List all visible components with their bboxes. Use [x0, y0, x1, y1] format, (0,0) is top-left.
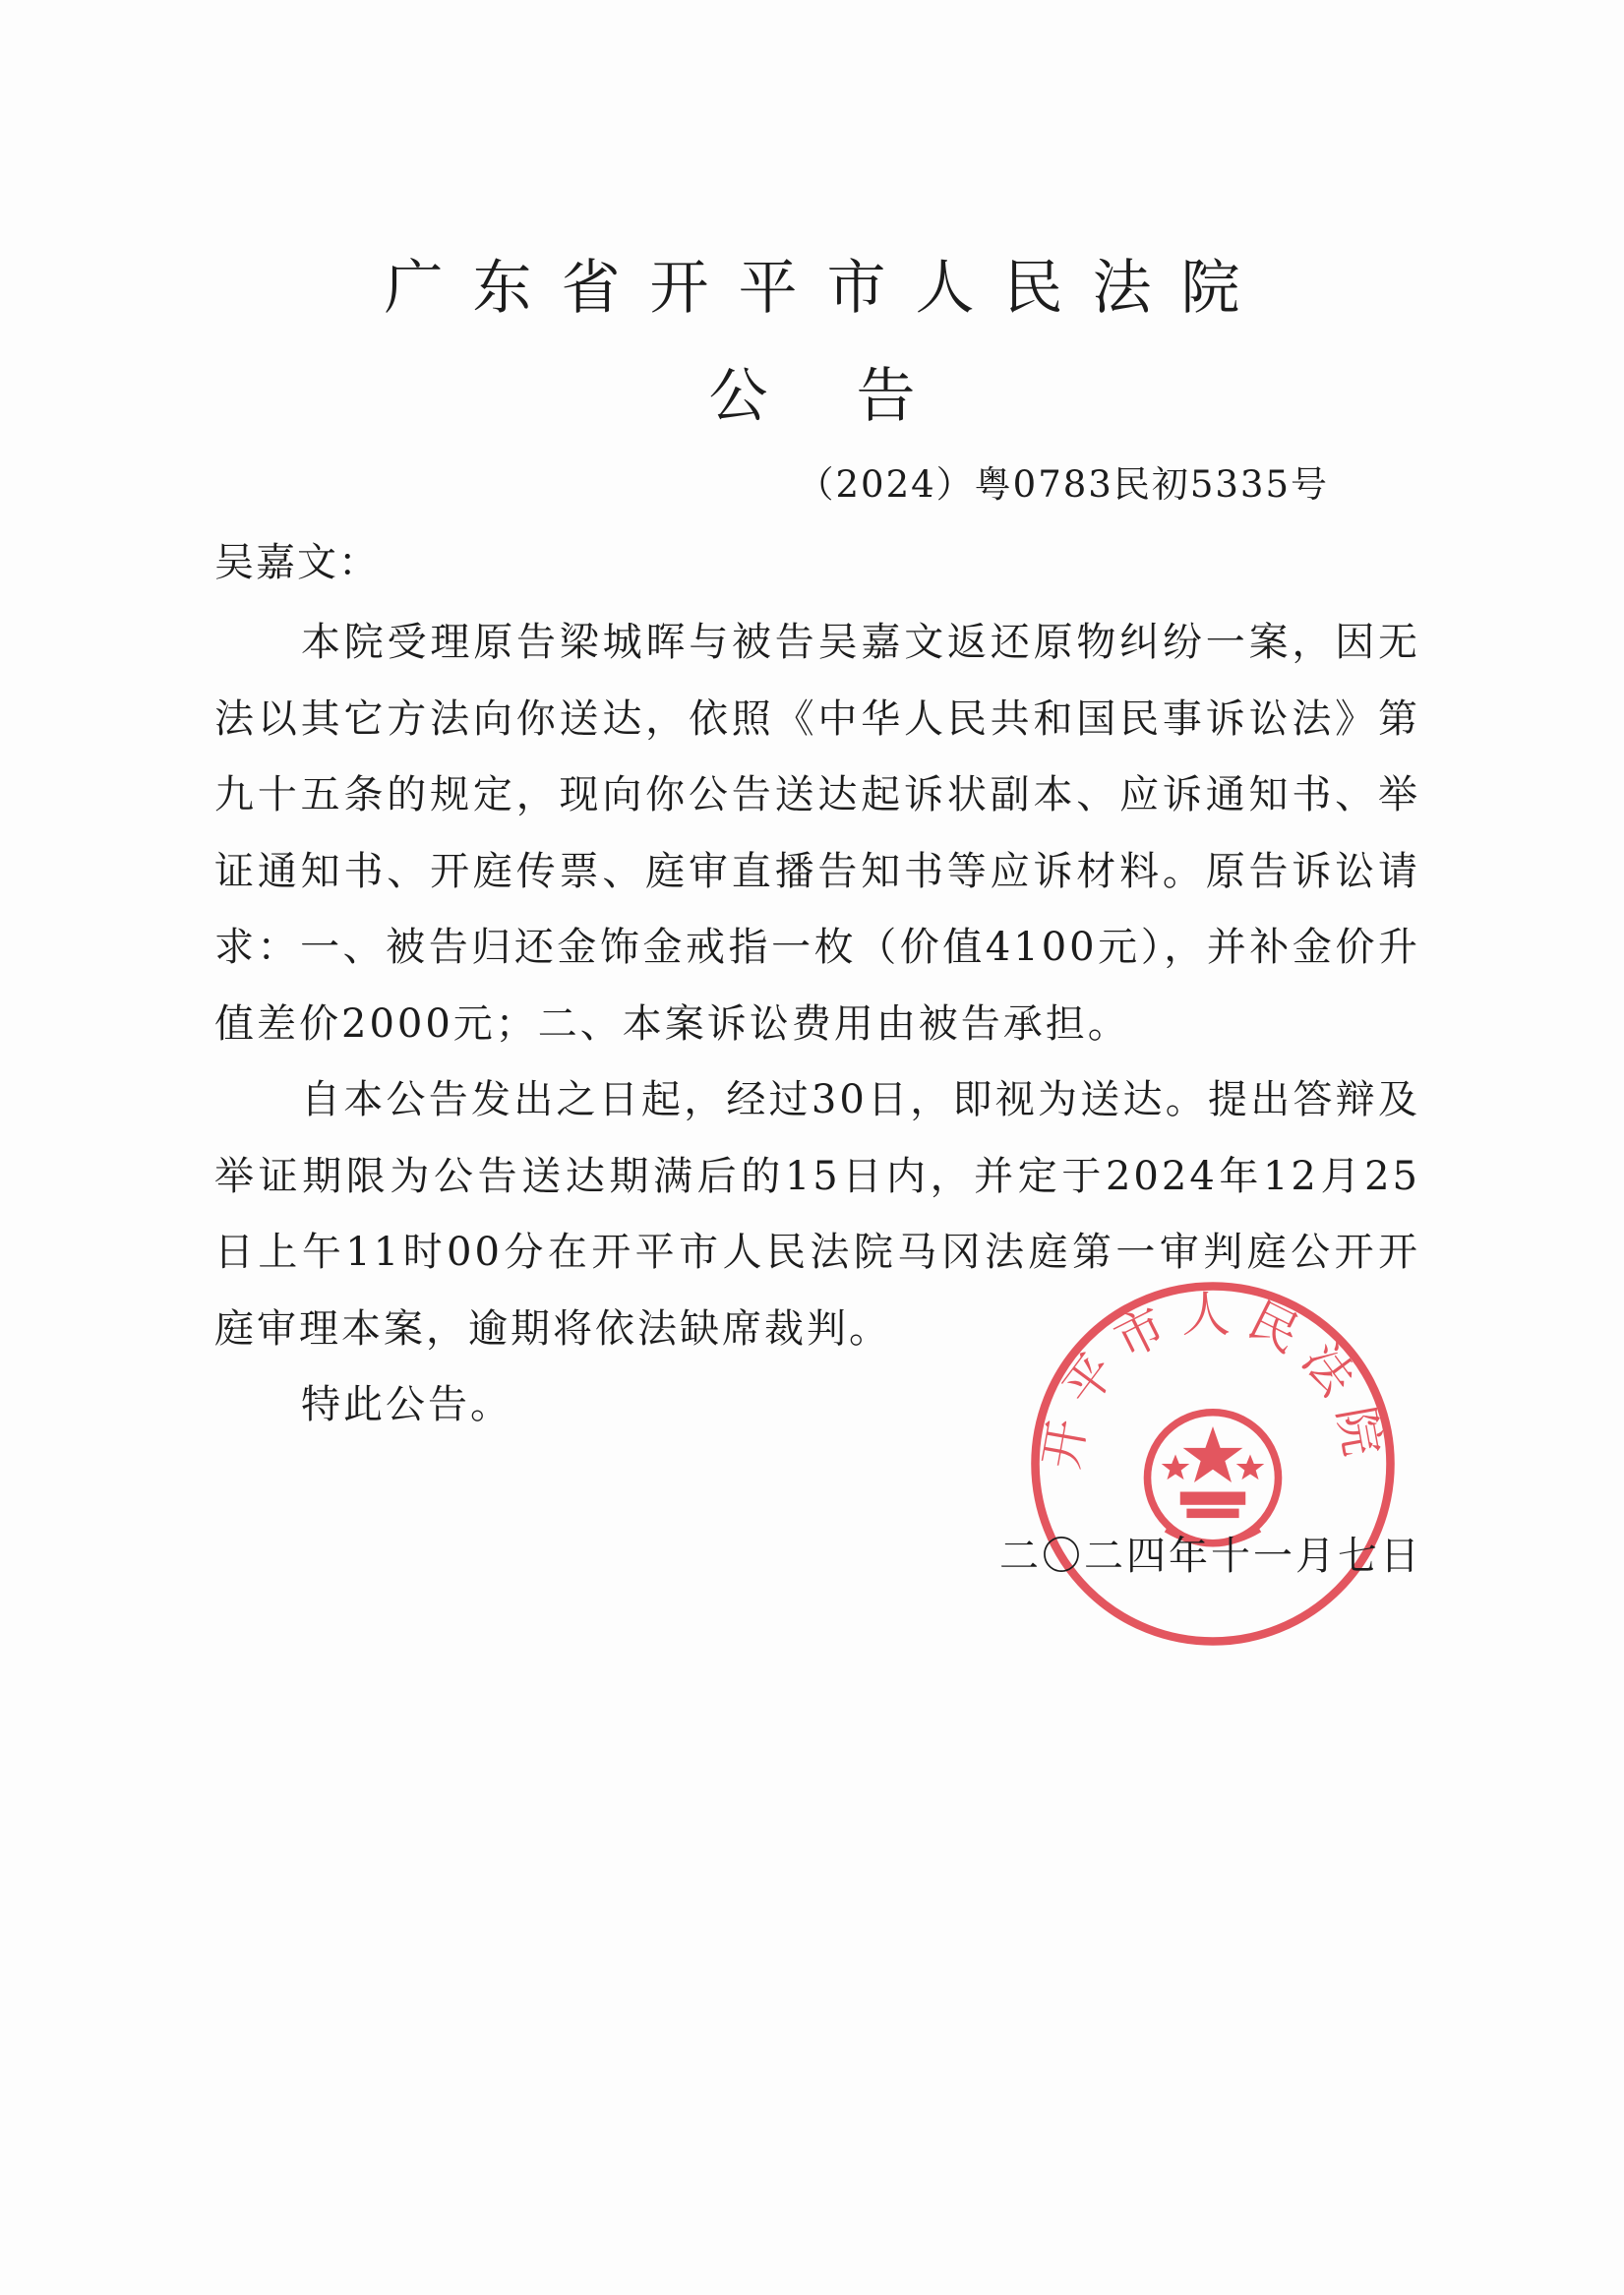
national-emblem-icon — [1148, 1413, 1279, 1543]
case-number: （2024）粤0783民初5335号 — [797, 463, 1329, 506]
court-seal-stamp — [1026, 1277, 1400, 1651]
document-title: 公告 — [708, 362, 1004, 431]
paragraph-service-and-hearing: 自本公告发出之日起，经过30日，即视为送达。提出答辩及举证期限为公告送达期满后的15日内，并定于2024年12月25日上午11时00分在开平市人民法院马冈法庭第一审判庭公开开庭审理本案，逾期将依法缺席裁判。 — [214, 1077, 1420, 1352]
issue-date: 二〇二四年十一月七日 — [999, 1534, 1422, 1579]
addressee: 吴嘉文： — [214, 540, 380, 585]
seal-text: 开平市人民法院 — [1032, 1286, 1394, 1474]
court-name: 广东省开平市人民法院 — [384, 254, 1270, 323]
paragraph-case-description: 本院受理原告梁城晖与被告吴嘉文返还原物纠纷一案，因无法以其它方法向你送达，依照《中华人民共和国民事诉讼法》第九十五条的规定，现向你公告送达起诉状副本、应诉通知书、举证通知书、开庭传票、庭审直播告知书等应诉材料。原告诉讼请求：一、被告归还金饰金戒指一枚（价值4100元），并补金价升值差价2000元；二、本案诉讼费用由被告承担。 — [214, 620, 1420, 1047]
paragraph-closing: 特此公告。 — [301, 1382, 512, 1427]
